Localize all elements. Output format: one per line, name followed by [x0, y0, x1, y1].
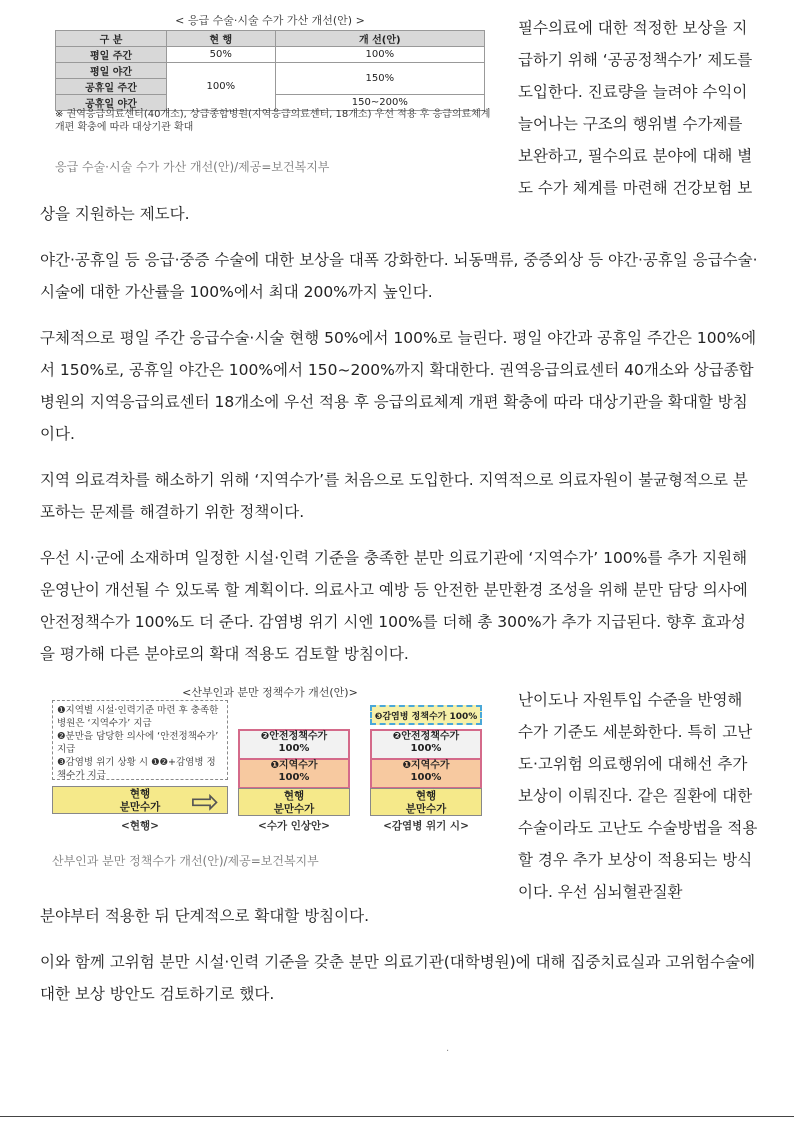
row-label: 평일 야간	[56, 63, 167, 79]
paragraph-5-continuation: 분야부터 적용한 뒤 단계적으로 확대할 방침이다.	[40, 907, 370, 925]
safety-fee-label: ❷안전정책수가	[260, 731, 328, 742]
regional-fee-label: ❶지역수가	[402, 760, 450, 771]
policy-item: ❷분만을 담당한 의사에 ‘안전정책수가’ 지급	[57, 731, 219, 755]
bottom-rule	[0, 1116, 794, 1117]
cell-current: 100%	[167, 63, 276, 111]
label-infection: <감염병 위기 시>	[383, 820, 469, 832]
row-label: 공휴일 야간	[56, 95, 167, 111]
intro-paragraph: 필수의료에 대한 적정한 보상을 지급하기 위해 ‘공공정책수가’ 제도를 도입한다. 진료량을 늘려야 수익이 늘어나는 구조의 행위별 수가제를 보완하고, 필수의료 분야에 대해 별도 수가 체계를 마련해 건강보험 보	[518, 19, 753, 197]
regional-fee-label: ❶지역수가	[270, 760, 318, 771]
paragraph-1: 야간·공휴일 등 응급·중증 수술에 대한 보상을 대폭 강화한다. 뇌동맥류, 중증외상 등 야간·공휴일 응급수술·시술에 대한 가산률을 100%에서 최대 200%까지 높인다.	[40, 251, 758, 301]
paragraph-6: 이와 함께 고위험 분만 시설·인력 기준을 갖춘 분만 의료기관(대학병원)에 대해 집중치료실과 고위험수술에 대한 보상 방안도 검토하기로 했다.	[40, 953, 756, 1003]
intro-continuation: 상을 지원하는 제도다.	[40, 205, 190, 223]
safety-fee-box-2	[370, 729, 482, 760]
paragraph-5: 난이도나 자원투입 수준을 반영해 수가 기준도 세분화한다. 특히 고난도·고위험 의료행위에 대해선 추가 보상이 이뤄진다. 같은 질환에 대한 수술이라도 고난도 수술방법을 적용할 경우 추가 보상이 적용되는 방식이다. 우선 심뇌혈관질환	[518, 691, 758, 901]
table-header-row	[56, 31, 485, 47]
infection-base-bar	[370, 788, 482, 816]
page-mark: ·	[446, 1046, 450, 1057]
safety-fee-pct: 100%	[410, 743, 442, 754]
header-improved: 개 선(안)	[275, 31, 484, 47]
table-row	[56, 47, 485, 63]
surgery-fee-table	[55, 30, 485, 111]
policy-item: ❸감염병 위기 상황 시 ❶❷+감염병 정책수가 지급	[57, 757, 216, 781]
safety-fee-box	[238, 729, 350, 760]
cell-current: 50%	[167, 47, 276, 63]
bar-label-line1: 현행	[415, 790, 437, 802]
fee-figure-title: <산부인과 분만 정책수가 개선(안)>	[182, 686, 358, 699]
raise-base-bar	[238, 788, 350, 816]
table-figure-title: < 응급 수술·시술 수가 가산 개선(안) >	[175, 14, 365, 27]
regional-fee-box	[238, 758, 350, 789]
table-row	[56, 63, 485, 79]
policy-item: ❶지역별 시설·인력기준 마련 후 충족한 병원은 ‘지역수가’ 지급	[57, 705, 219, 729]
bar-label-line2: 분만수가	[405, 803, 447, 815]
header-current: 현 행	[167, 31, 276, 47]
arrow-icon: ⇨	[190, 782, 220, 822]
label-raise: <수가 인상안>	[258, 820, 330, 832]
cell-improved: 150~200%	[275, 95, 484, 111]
row-label: 공휴일 주간	[56, 79, 167, 95]
header-category: 구 분	[56, 31, 167, 47]
cell-improved: 100%	[275, 47, 484, 63]
bar-label-line2: 분만수가	[119, 801, 161, 813]
safety-fee-pct: 100%	[278, 743, 310, 754]
bar-label-line1: 현행	[283, 790, 305, 802]
table-caption: 응급 수술·시술 수가 가산 개선(안)/제공=보건복지부	[55, 160, 330, 174]
fee-figure-caption: 산부인과 분만 정책수가 개선(안)/제공=보건복지부	[52, 854, 319, 868]
paragraph-4: 우선 시·군에 소재하며 일정한 시설·인력 기준을 충족한 분만 의료기관에 ‘지역수가’ 100%를 추가 지원해 운영난이 개선될 수 있도록 할 계획이다. 의료사고 예방 등 안전한 분만환경 조성을 위해 분만 담당 의사에 안전정책수가 100%도 더 준다. 감염병 위기 시엔 100%를 더해 총 300%가 추가 지급된다. 향후 효과성을 평가해 다른 분야로의 확대 적용도 검토할 방침이다.	[40, 549, 748, 663]
row-label: 평일 주간	[56, 47, 167, 63]
regional-fee-pct: 100%	[278, 772, 310, 783]
table-note: ※ 권역응급의료센터(40개소), 상급종합병원(지역응급의료센터, 18개소) 우선 적용 후 응급의료체계 개편 확충에 따라 대상기관 확대	[55, 109, 491, 133]
regional-fee-pct: 100%	[410, 772, 442, 783]
bar-label-line2: 분만수가	[273, 803, 315, 815]
infection-fee-box: ❸감염병 정책수가 100%	[370, 705, 482, 725]
label-current: <현행>	[121, 820, 159, 832]
paragraph-2: 구체적으로 평일 주간 응급수술·시술 현행 50%에서 100%로 늘린다. 평일 야간과 공휴일 주간은 100%에서 150%로, 공휴일 야간은 100%에서 150~200%까지 확대한다. 권역응급의료센터 40개소와 상급종합병원의 지역응급의료센터 18개소에 우선 적용 후 응급의료체계 개편 확충에 따라 대상기관을 확대할 방침이다.	[40, 329, 757, 443]
cell-improved: 150%	[275, 63, 484, 95]
policy-items-box	[52, 700, 228, 780]
regional-fee-box-2	[370, 758, 482, 789]
bar-label-line1: 현행	[129, 788, 151, 800]
safety-fee-label: ❷안전정책수가	[392, 731, 460, 742]
paragraph-3: 지역 의료격차를 해소하기 위해 ‘지역수가’를 처음으로 도입한다. 지역적으로 의료자원이 불균형적으로 분포하는 문제를 해결하기 위한 정책이다.	[40, 471, 748, 521]
